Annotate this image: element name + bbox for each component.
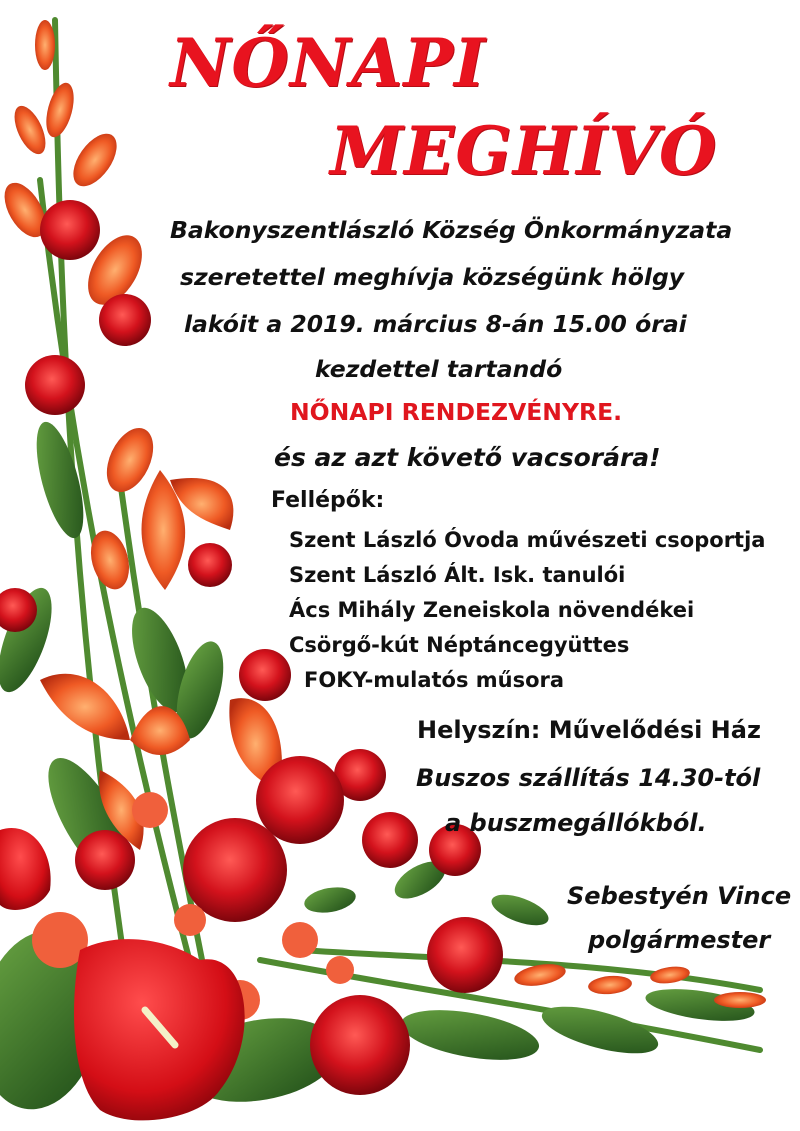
dinner-line: és az azt követő vacsorára! [274,443,661,472]
performer-item: FOKY-mulatós műsora [304,668,565,692]
event-name-text: NŐNAPI RENDEZVÉNYRE [290,398,614,426]
signer-name: Sebestyén Vince [567,882,792,910]
title-line-1: NŐNAPI [170,24,486,102]
performer-item: Ács Mihály Zeneiskola növendékei [289,598,695,622]
intro-line-4: kezdettel tartandó [315,355,563,383]
title-line-2: MEGHÍVÓ [330,112,718,190]
performer-item: Szent László Óvoda művészeti csoportja [289,528,766,552]
event-name [290,398,622,426]
venue-line: Helyszín: Művelődési Ház [417,716,761,744]
intro-line-1: Bakonyszentlászló Község Önkormányzata [170,216,733,244]
bus-line-1: Buszos szállítás 14.30-tól [416,764,761,792]
performers-label: Fellépők: [271,488,385,513]
intro-line-3: lakóit a 2019. március 8-án 15.00 órai [184,310,687,338]
event-name-suffix: . [613,398,623,426]
performer-item: Csörgő-kút Néptáncegyüttes [289,633,630,657]
intro-line-2: szeretettel meghívja községünk hölgy [180,263,685,291]
performer-item: Szent László Ált. Isk. tanulói [289,563,626,587]
signer-title: polgármester [588,926,771,954]
bus-line-2: a buszmegállókból. [445,809,707,837]
